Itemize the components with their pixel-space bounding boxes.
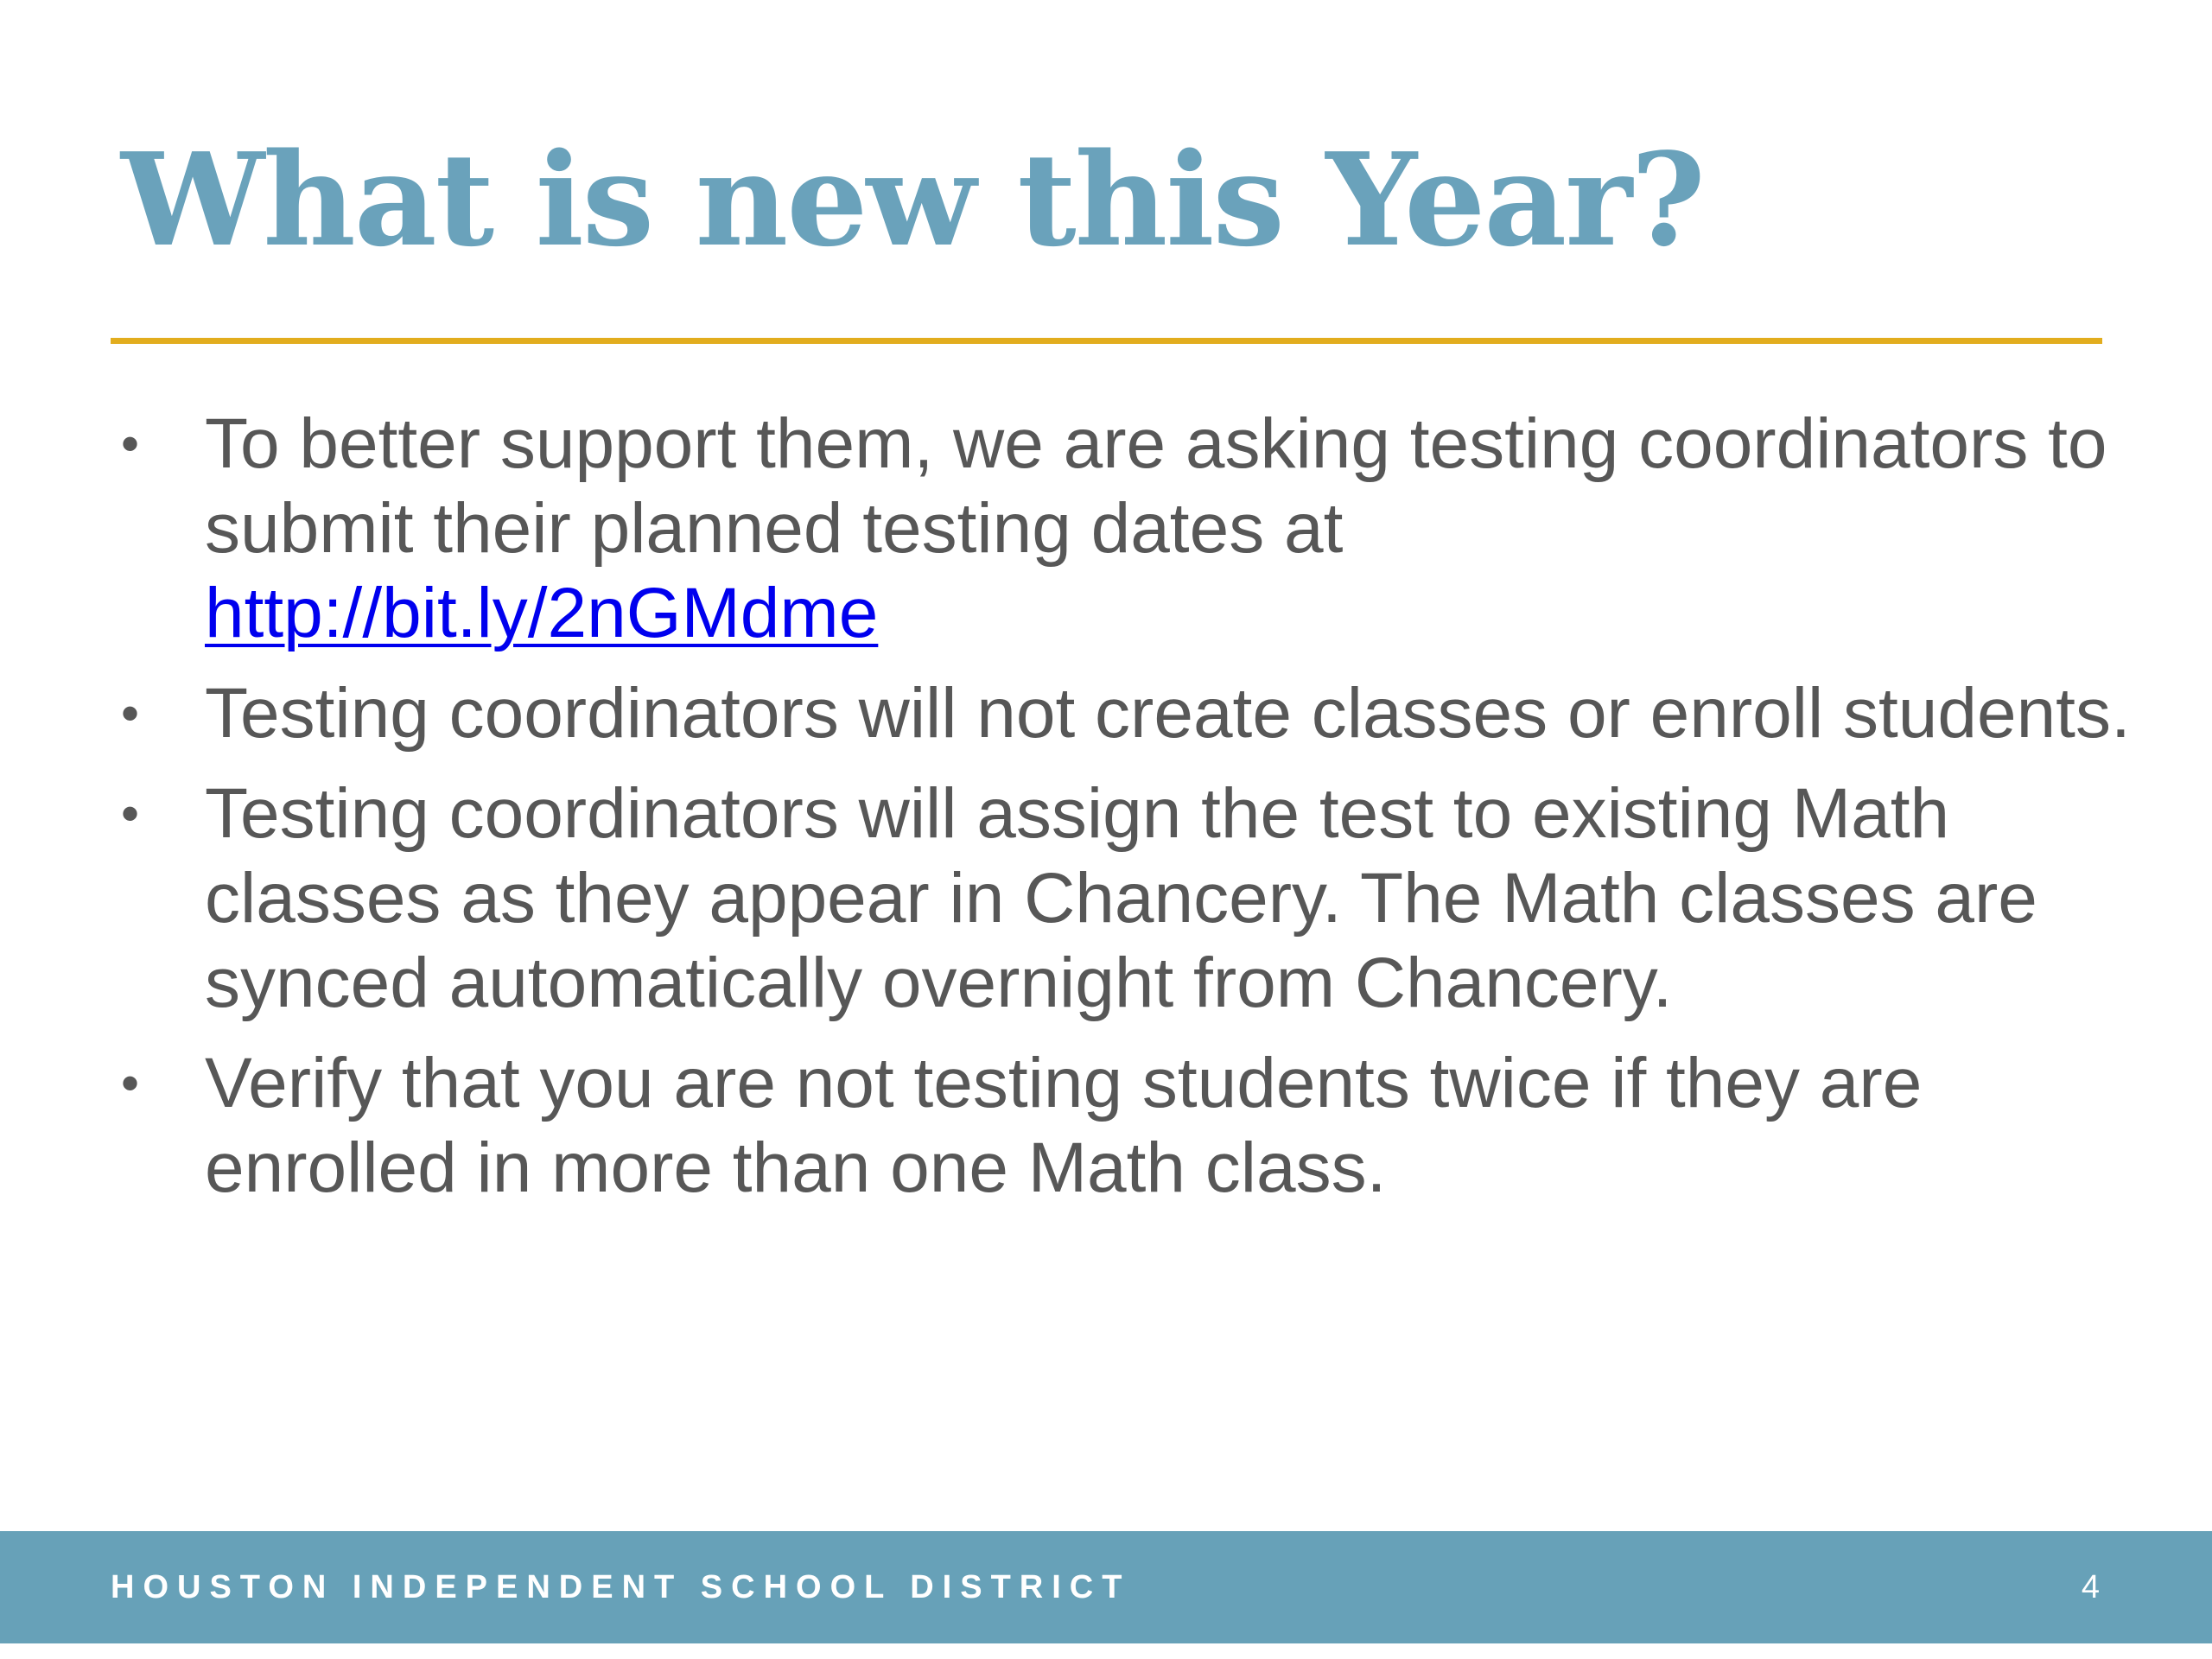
slide-title: What is new this Year? (121, 124, 1704, 275)
testing-dates-link[interactable]: http://bit.ly/2nGMdme (205, 574, 879, 652)
bullet-text: Testing coordinators will assign the test to existing Math classes as they appear in Chancery. The Math classes are synced automatically overnight from Chancery. (205, 774, 2037, 1022)
bullet-item (0, 402, 2212, 656)
bullet-text: Testing coordinators will not create classes or enroll students. (205, 674, 2131, 753)
bullet-icon: • (121, 684, 140, 742)
bullet-icon: • (121, 415, 140, 473)
bullet-item (0, 671, 2212, 756)
bullet-icon: • (121, 785, 140, 842)
bullet-item (0, 772, 2212, 1026)
bullet-text: Verify that you are not testing students twice if they are enrolled in more than one Math class. (205, 1044, 1923, 1207)
footer-organization: HOUSTON INDEPENDENT SCHOOL DISTRICT (111, 1569, 1131, 1605)
bullet-list (0, 402, 2212, 1226)
title-divider (111, 338, 2102, 344)
bullet-icon: • (121, 1054, 140, 1112)
bullet-item (0, 1041, 2212, 1211)
page-number: 4 (2081, 1569, 2100, 1605)
footer-bar (0, 1531, 2212, 1643)
bullet-text: To better support them, we are asking testing coordinators to submit their planned testing dates at (205, 404, 2107, 568)
